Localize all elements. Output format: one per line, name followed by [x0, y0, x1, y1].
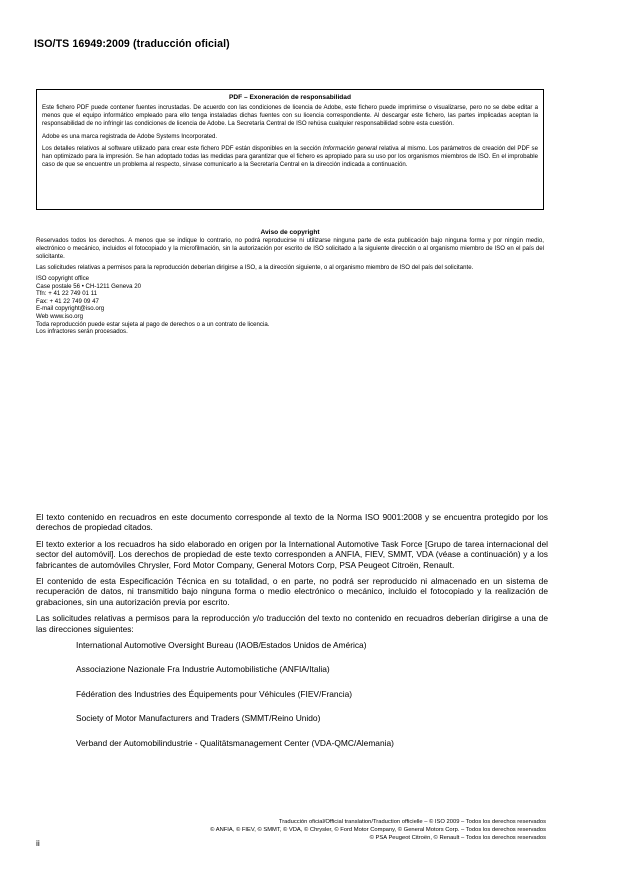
copyright-paragraph: Reservados todos los derechos. A menos que se indique lo contrario, no podrá reproducirse ni utilizarse ninguna parte de esta publicación bajo ninguna forma y por ningún medio, electrónico o mecánico, incluidos el fotocopiado y la microfilmación, sin la autorización por escrito de ISO solicitado a la siguiente dirección o al organismo miembro de ISO en el país del solicitante. [36, 237, 544, 260]
body-paragraph: El contenido de esta Especificación Técnica en su totalidad, o en parte, no podrá ser reproducido ni almacenado en un sistema de recuperación de datos, ni transmitido bajo ninguna forma o medio electrónico o mecánico, incluido el fotocopiado y la realización de grabaciones, sin una autorización previa por escrito. [36, 576, 548, 607]
disclaimer-italic-text: Información general [322, 144, 378, 152]
copyright-notice [36, 229, 544, 336]
footer-line: Traducción oficial/Official translation/Traduction officielle – © ISO 2009 – Todos los derechos reservados [278, 819, 546, 825]
disclaimer-paragraph: Este fichero PDF puede contener fuentes incrustadas. De acuerdo con las condiciones de licencia de Adobe, este fichero puede imprimirse o visualizarse, pero no se debe editar a menos que el equipo informático empleado para ello tenga instaladas dichas fuentes con su licencia correspondiente. Al descargar este fichero, las partes implicadas aceptan la responsabilidad de no infringir las condiciones de licencia de Adobe. La Secretaría Central de ISO rehúsa cualquier responsabilidad sobre esta cuestión. [42, 104, 538, 128]
body-paragraph: Las solicitudes relativas a permisos para la reproducción y/o traducción del texto no contenido en recuadros deberían dirigirse a una de las direcciones siguientes: [36, 613, 548, 634]
pdf-disclaimer-box [36, 89, 544, 210]
address-line: Tfn: + 41 22 749 01 11 [36, 290, 98, 298]
organization-item: Verband der Automobilindustrie - Qualitätsmanagement Center (VDA-QMC/Alemania) [76, 737, 394, 748]
page-footer [36, 819, 546, 842]
address-line: E-mail copyright@iso.org [36, 305, 105, 313]
page-number: ii [36, 838, 40, 848]
disclaimer-paragraph [42, 145, 538, 170]
address-line: Toda reproducción puede estar sujeta al pago de derechos o a un contrato de licencia. [36, 320, 270, 328]
body-text [36, 512, 548, 762]
disclaimer-title: PDF – Exoneración de responsabilidad [228, 94, 352, 101]
disclaimer-paragraph: Adobe es una marca registrada de Adobe Systems Incorporated. [42, 132, 218, 140]
disclaimer-text: relativa al mismo. Los parámetros de creación del PDF se han optimizado para la impresión. Se han adoptado todas las medidas para garantizar que el fichero es apropiado para su uso por los organismos miembros de ISO. En el improbable caso de que se encuentre un problema al respecto, sírvase comunicarlo a la Secretaría Central en la dirección indicada a continuación. [42, 144, 538, 169]
organization-item: Society of Motor Manufacturers and Traders (SMMT/Reino Unido) [76, 713, 321, 724]
address-line: Fax: + 41 22 749 09 47 [36, 297, 99, 305]
footer-line: © ANFIA, © FIEV, © SMMT, © VDA, © Chrysler, © Ford Motor Company, © General Motors Corp. – Todos los derechos reservados [210, 826, 546, 833]
copyright-title: Aviso de copyright [260, 229, 320, 236]
address-line: Case postale 56 • CH-1211 Geneva 20 [36, 282, 142, 290]
body-paragraph: El texto exterior a los recuadros ha sido elaborado en origen por la International Automotive Task Force [Grupo de tarea internacional del sector del automóvil]. Los derechos de propiedad de este texto corresponden a ANFIA, FIEV, SMMT, VDA (véase a continuación) y a los fabricantes de automóviles Chrysler, Ford Motor Company, General Motors Corp, PSA Peugeot Citroën, Renault. [36, 538, 548, 570]
organization-item: Fédération des Industries des Équipements pour Véhicules (FIEV/Francia) [76, 688, 353, 699]
footer-line: © PSA Peugeot Citroën, © Renault – Todos los derechos reservados [369, 834, 546, 841]
address-line: Los infractores serán procesados. [36, 328, 128, 336]
address-line: Web www.iso.org [36, 312, 83, 320]
organization-list [36, 640, 548, 748]
copyright-address [36, 275, 544, 336]
organization-item: International Automotive Oversight Bureau (IAOB/Estados Unidos de América) [76, 640, 367, 651]
body-paragraph: El texto contenido en recuadros en este documento corresponde al texto de la Norma ISO 9001:2008 y se encuentra protegido por los derechos de propiedad citados. [36, 512, 548, 533]
document-header-title: ISO/TS 16949:2009 (traducción oficial) [34, 38, 230, 50]
organization-item: Associazione Nazionale Fra Industrie Automobilistiche (ANFIA/Italia) [76, 664, 330, 675]
address-line: ISO copyright office [36, 275, 90, 282]
copyright-paragraph: Las solicitudes relativas a permisos para la reproducción deberían dirigirse a ISO, a la dirección siguiente, o al organismo miembro de ISO del país del solicitante. [36, 264, 474, 271]
disclaimer-text: Los detalles relativos al software utilizado para crear este fichero PDF están disponibles en la sección [42, 144, 323, 152]
